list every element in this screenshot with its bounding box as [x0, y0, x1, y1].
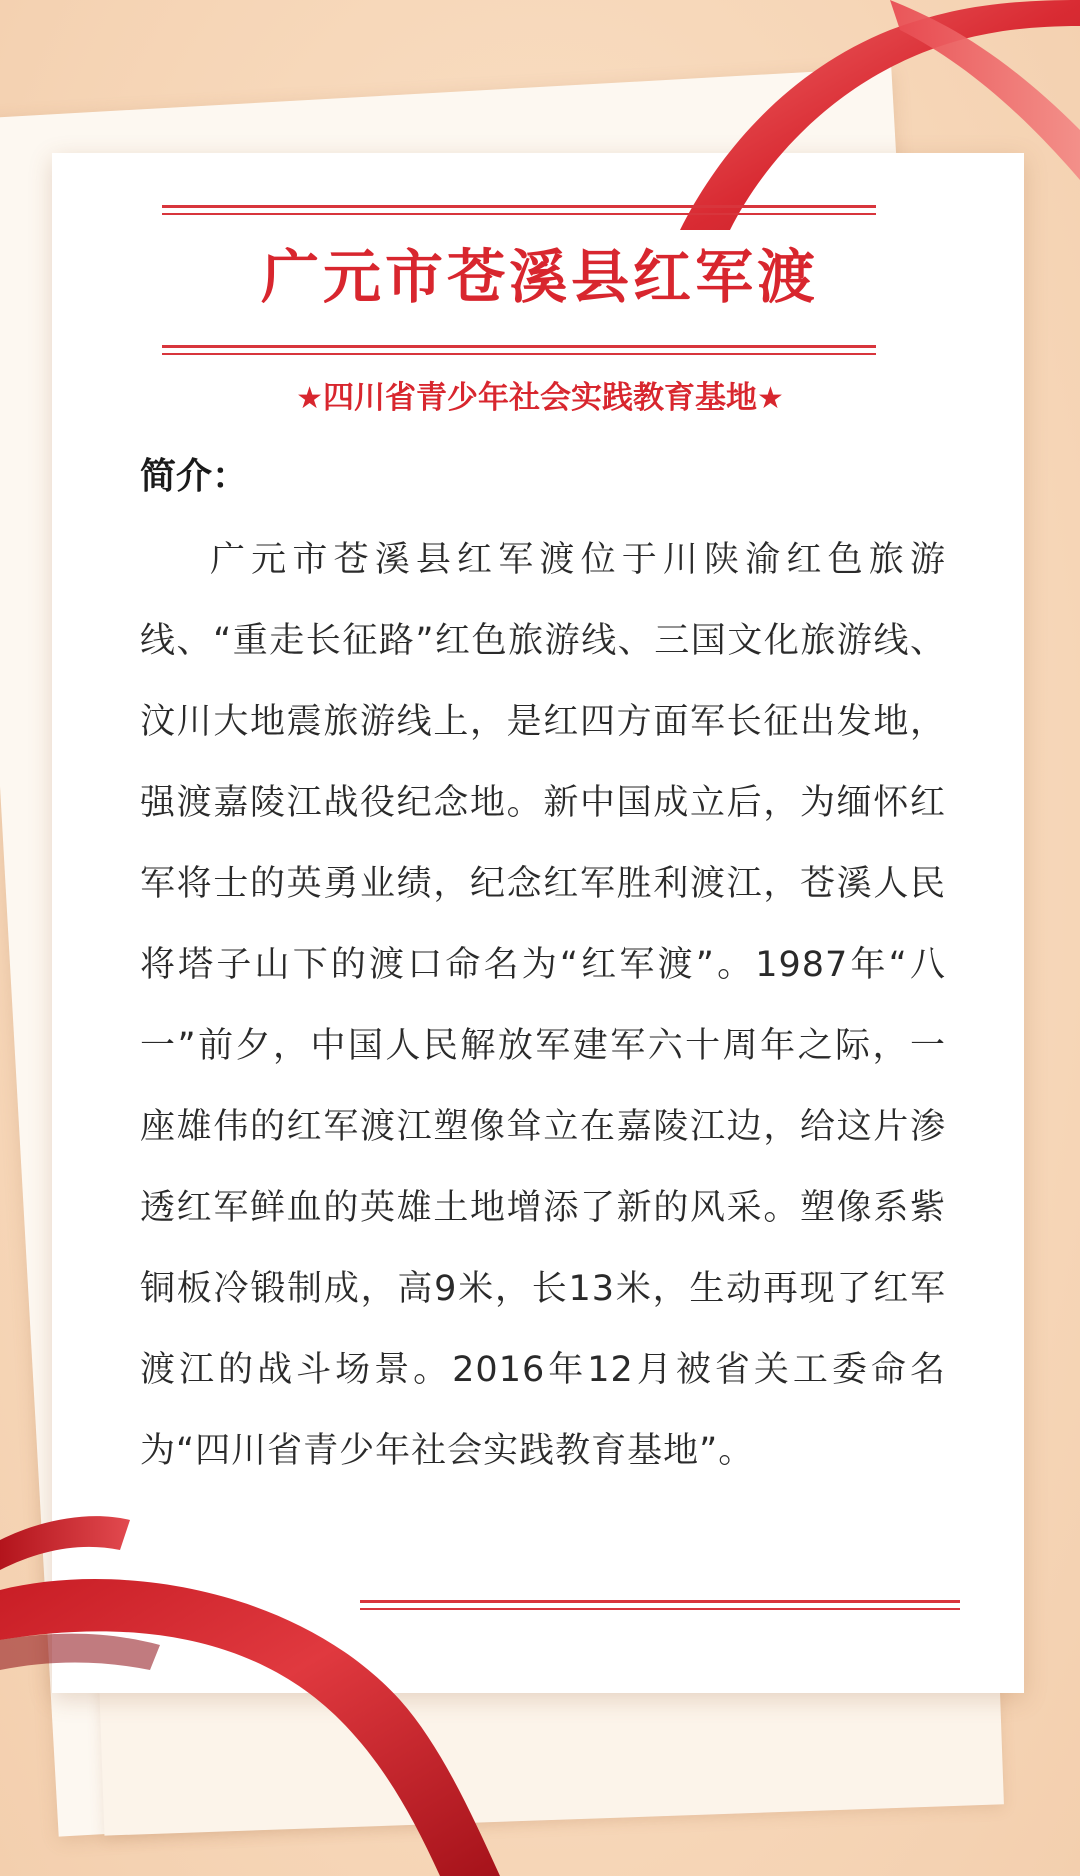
star-icon-right: ★	[757, 381, 784, 416]
title-bottom-double-rule	[162, 345, 876, 355]
subtitle-text: 四川省青少年社会实践教育基地	[323, 380, 757, 416]
intro-label: 简介：	[140, 456, 249, 497]
star-icon-left: ★	[296, 381, 323, 416]
subtitle	[140, 378, 940, 418]
title-top-double-rule	[162, 205, 876, 215]
intro-body-paragraph: 广元市苍溪县红军渡位于川陕渝红色旅游线、“重走长征路”红色旅游线、三国文化旅游线、汶川大地震旅游线上，是红四方面军长征出发地，强渡嘉陵江战役纪念地。新中国成立后，为缅怀红军将士的英勇业绩，纪念红军胜利渡江，苍溪人民将塔子山下的渡口命名为“红军渡”。1987年“八一”前夕，中国人民解放军建军六十周年之际，一座雄伟的红军渡江塑像耸立在嘉陵江边，给这片渗透红军鲜血的英雄土地增添了新的风采。塑像系紫铜板冷锻制成，高9米，长13米，生动再现了红军渡江的战斗场景。2016年12月被省关工委命名为“四川省青少年社会实践教育基地”。	[140, 540, 946, 1471]
footer-double-rule	[360, 1600, 960, 1610]
page-title: 广元市苍溪县红军渡	[260, 243, 819, 311]
